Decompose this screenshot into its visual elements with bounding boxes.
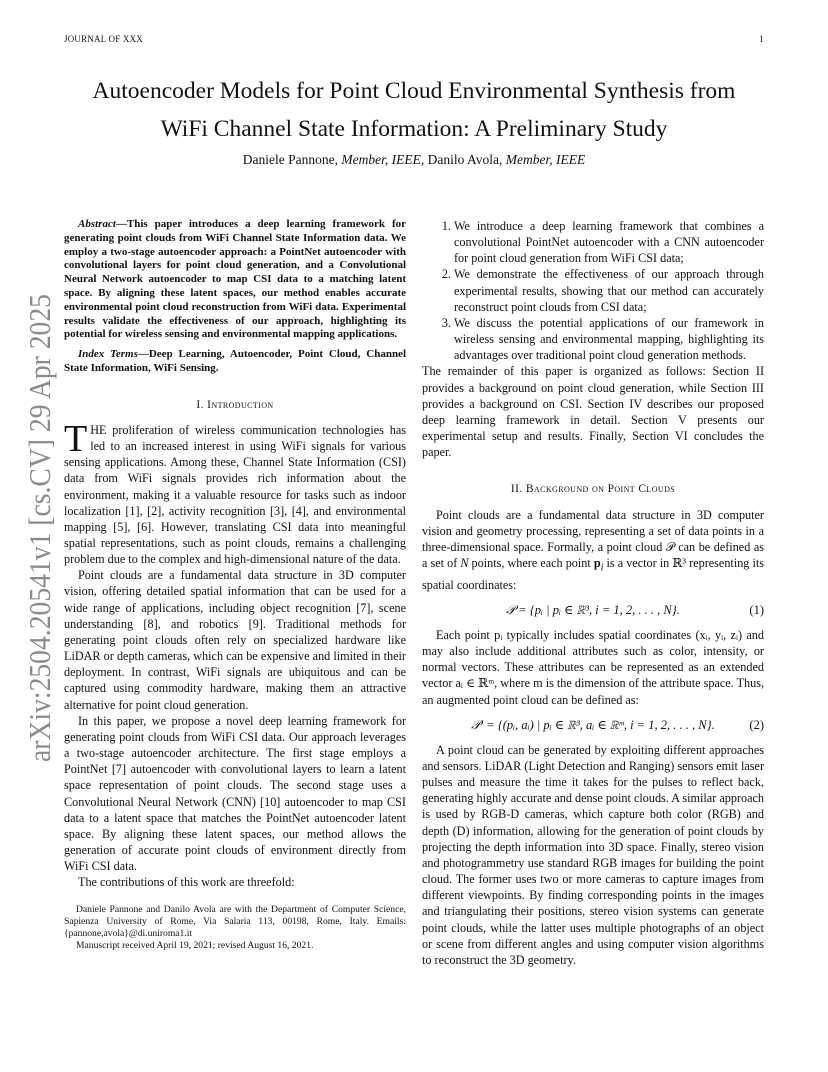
bg-p1-var-n: N: [460, 555, 469, 570]
author-1-affiliation: Member, IEEE,: [341, 152, 425, 167]
intro-paragraph-2: Point clouds are a fundamental data structure in 3D computer vision, offering detailed spatial information that can be used for a wide range of applications, including object recognition [7], scene understanding [8], and robotics [9]. Traditional methods for generating point clouds often rely on specialized hardware like LiDAR or depth cameras, which can be expensive and limited in their deployment. In contrast, WiFi signals are ubiquitous and can be captured using commodity hardware, making them an attractive alternative for point cloud generation.: [64, 568, 406, 712]
author-2-affiliation: Member, IEEE: [505, 152, 586, 167]
paper-title: [60, 72, 768, 148]
abstract-text: —This paper introduces a deep learning framework for generating point clouds from WiFi Channel State Information data. We employ a two-stage autoencoder approach: a PointNet autoencoder with convolutional layers for point cloud generation, and a Convolutional Neural Network autoencoder to map CSI data to a matching latent space. By aligning these latent spaces, our method enables accurate environmental point cloud reconstruction from WiFi data. Experimental results validate the effectiveness of our approach, highlighting its potential for wireless sensing and environmental mapping applications.: [64, 218, 406, 341]
abstract: [64, 218, 406, 342]
intro-paragraph-1: [64, 417, 406, 567]
left-column: [64, 218, 406, 952]
author-line: [60, 152, 768, 168]
background-paragraph-1: [422, 507, 764, 593]
contribution-item: 3. We discuss the potential applications of our framework in wireless sensing and environmental mapping, highlighting its advantages over traditional point cloud generation methods.: [454, 315, 764, 363]
page-number: 1: [759, 34, 764, 44]
background-paragraph-3: A point cloud can be generated by exploiting different approaches and sensors. LiDAR (Light Detection and Ranging) sensors emit laser pulses and measure the time it takes for the pulses to reflect back, generating highly accurate and dense point clouds. A similar approach is used by RGB-D cameras, which capture both color (RGB) and depth (D) information, allowing for the generation of point clouds by projecting the depth information into 3D space. Finally, stereo vision and photogrammetry use standard RGB images for building the point cloud. The former uses two or more cameras to capture images from different viewpoints. By finding corresponding points in the images and triangulating their positions, stereo vision systems can generate point clouds, while the latter uses multiple photographs of an object or scene from different angles and using computer vision algorithms to reconstruct the 3D geometry.: [422, 742, 764, 967]
abstract-label: Abstract: [78, 218, 116, 230]
background-paragraph-2: Each point pᵢ typically includes spatial coordinates (xᵢ, yᵢ, zᵢ) and may also include additional attributes such as color, intensity, or normal vectors. These attributes can be represented as an extended vector aᵢ ∈ ℝᵐ, where m is the dimension of the attribute space. Thus, an augmented point cloud can be defined as:: [422, 627, 764, 707]
title-line-1: Autoencoder Models for Point Cloud Environmental Synthesis from: [92, 78, 736, 104]
section-1-heading: I. Introduction: [196, 398, 274, 411]
intro-paragraph-1-text: HE proliferation of wireless communication technologies has led to an increased interest in using WiFi signals for various sensing applications. Among these, Channel State Information (CSI) data from WiFi signals provides rich information about the environment, making it a valuable resource for tasks such as indoor localization [1], [2], activity recognition [3], [4], and environmental mapping [5], [6]. However, translating CSI data into meaningful spatial representations, such as point clouds, remains a challenging problem due to the complex and high-dimensional nature of the data.: [64, 422, 406, 567]
equation-2: [422, 717, 764, 733]
footnote: [64, 904, 406, 952]
bg-p1-part-c: points, where each point: [468, 555, 594, 570]
equation-1-number: (1): [749, 602, 764, 617]
bg-p1-sub-i: i: [600, 562, 604, 574]
contributions-list: [422, 218, 764, 363]
equation-2-body: 𝒫′ = {(pᵢ, aᵢ) | pᵢ ∈ ℝ³, aᵢ ∈ ℝᵐ, i = 1, 2, . . . , N}.: [471, 717, 715, 732]
drop-cap: T: [64, 417, 88, 460]
bg-p1-part-a: Point clouds are a fundamental data structure in 3D computer vision and geometry processing, representing a set of data points in a three-dimensional space. Formally, a point cloud 𝒫 can be defined as a set of: [422, 507, 764, 570]
intro-paragraph-4: The contributions of this work are threefold:: [78, 875, 295, 890]
organization-paragraph: The remainder of this paper is organized as follows: Section II provides a background on point cloud generation, while Section III provides a background on CSI. Section IV describes our proposed deep learning framework in detail. Section V presents our experimental setup and results. Finally, Section VI concludes the paper.: [422, 364, 764, 460]
equation-2-number: (2): [749, 717, 764, 732]
author-1: Daniele Pannone,: [242, 152, 338, 167]
bg-p1-part-f: is a vector in ℝ³ representing its spatial coordinates:: [422, 555, 764, 592]
index-terms-text: —Deep Learning, Autoencoder, Point Cloud, Channel State Information, WiFi Sensing.: [64, 348, 406, 374]
index-terms-label: Index Terms: [78, 348, 138, 361]
journal-name: JOURNAL OF XXX: [64, 34, 143, 44]
bg-p1-var-p: p: [593, 555, 601, 570]
footnote-affiliation: Daniele Pannone and Danilo Avola are with the Department of Computer Science, Sapienza University of Rome, Via Salaria 113, 00198, Rome, Italy. Emails: {pannone,avola}@di.uniroma1.it: [64, 904, 406, 940]
contribution-item: 1. We introduce a deep learning framework that combines a convolutional PointNet autoencoder with a CNN autoencoder for point cloud generation from WiFi CSI data;: [454, 218, 764, 266]
section-2-heading: II. Background on Point Clouds: [510, 483, 676, 496]
index-terms: [64, 348, 406, 376]
right-column: [422, 218, 764, 968]
author-2: Danilo Avola,: [427, 152, 503, 167]
title-line-2: WiFi Channel State Information: A Preliminary Study: [160, 116, 668, 142]
arxiv-id: arXiv:2504.20541v1 [cs.CV] 29 Apr 2025: [22, 292, 57, 762]
equation-1: [422, 602, 764, 618]
footnote-manuscript: Manuscript received April 19, 2021; revised August 16, 2021.: [76, 940, 314, 952]
arxiv-stamp-svg: [10, 292, 62, 762]
equation-1-body: 𝒫 = {pᵢ | pᵢ ∈ ℝ³, i = 1, 2, . . . , N}.: [506, 602, 680, 617]
contribution-item: 2. We demonstrate the effectiveness of our approach through experimental results, showing that our method can accurately reconstruct point clouds from CSI data;: [454, 266, 764, 314]
arxiv-stamp: [10, 292, 62, 762]
intro-paragraph-3: In this paper, we propose a novel deep learning framework for generating point clouds from WiFi CSI data. Our approach leverages a two-stage autoencoder architecture. The first stage employs a PointNet [7] autoencoder with convolutional layers to learn a latent space representation of point clouds. The second stage uses a Convolutional Neural Network (CNN) [10] autoencoder to map CSI data to a latent space that matches the PointNet autoencoder latent space. By aligning these latent spaces, our method allows the generation of accurate point clouds of environment directly from WiFi CSI data.: [64, 713, 406, 874]
